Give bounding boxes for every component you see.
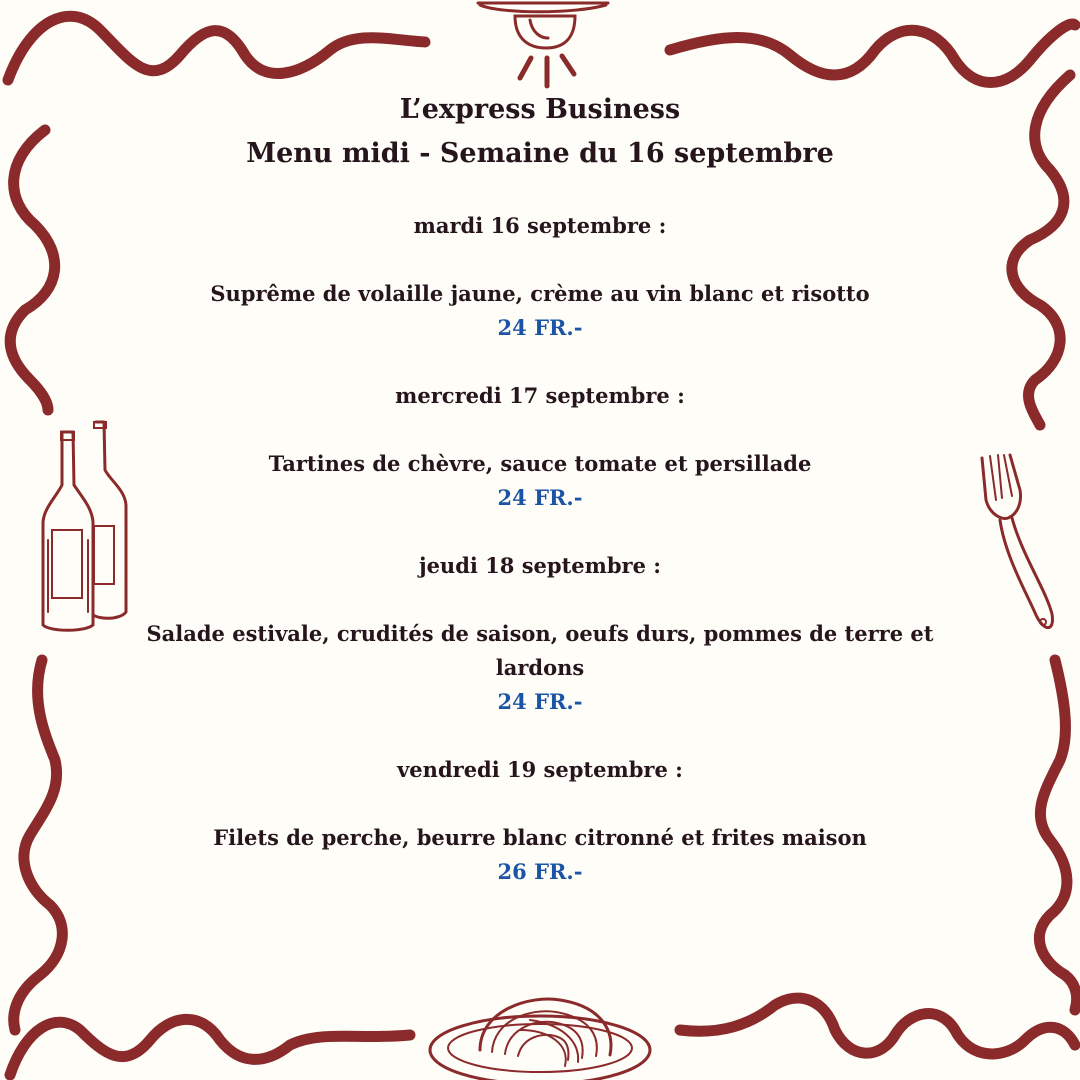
dish-thursday-line1: Salade estivale, crudités de saison, oeufs durs, pommes de terre et bbox=[146, 621, 934, 646]
menu-title: Menu midi - Semaine du 16 septembre bbox=[246, 138, 834, 169]
price-wednesday: 24 FR.- bbox=[497, 485, 583, 510]
price-thursday: 24 FR.- bbox=[497, 689, 583, 714]
squiggle-border-left-upper bbox=[10, 130, 55, 410]
squiggle-border-left-lower bbox=[14, 660, 63, 1030]
price-friday: 26 FR.- bbox=[497, 859, 583, 884]
day-heading-friday: vendredi 19 septembre : bbox=[397, 757, 683, 782]
dish-wednesday: Tartines de chèvre, sauce tomate et persillade bbox=[268, 451, 812, 476]
day-heading-tuesday: mardi 16 septembre : bbox=[413, 213, 667, 238]
day-heading-thursday: jeudi 18 septembre : bbox=[418, 553, 662, 578]
dish-tuesday: Suprême de volaille jaune, crème au vin blanc et risotto bbox=[210, 281, 870, 306]
squiggle-border-right-lower bbox=[1039, 660, 1076, 1010]
dish-thursday-line2: lardons bbox=[495, 655, 585, 680]
squiggle-border-right-upper bbox=[1012, 75, 1070, 425]
day-heading-wednesday: mercredi 17 septembre : bbox=[395, 383, 685, 408]
dish-friday: Filets de perche, beurre blanc citronné et frites maison bbox=[213, 825, 867, 850]
price-tuesday: 24 FR.- bbox=[497, 315, 583, 340]
restaurant-name: L’express Business bbox=[399, 94, 681, 125]
lunch-menu bbox=[60, 0, 1020, 1080]
